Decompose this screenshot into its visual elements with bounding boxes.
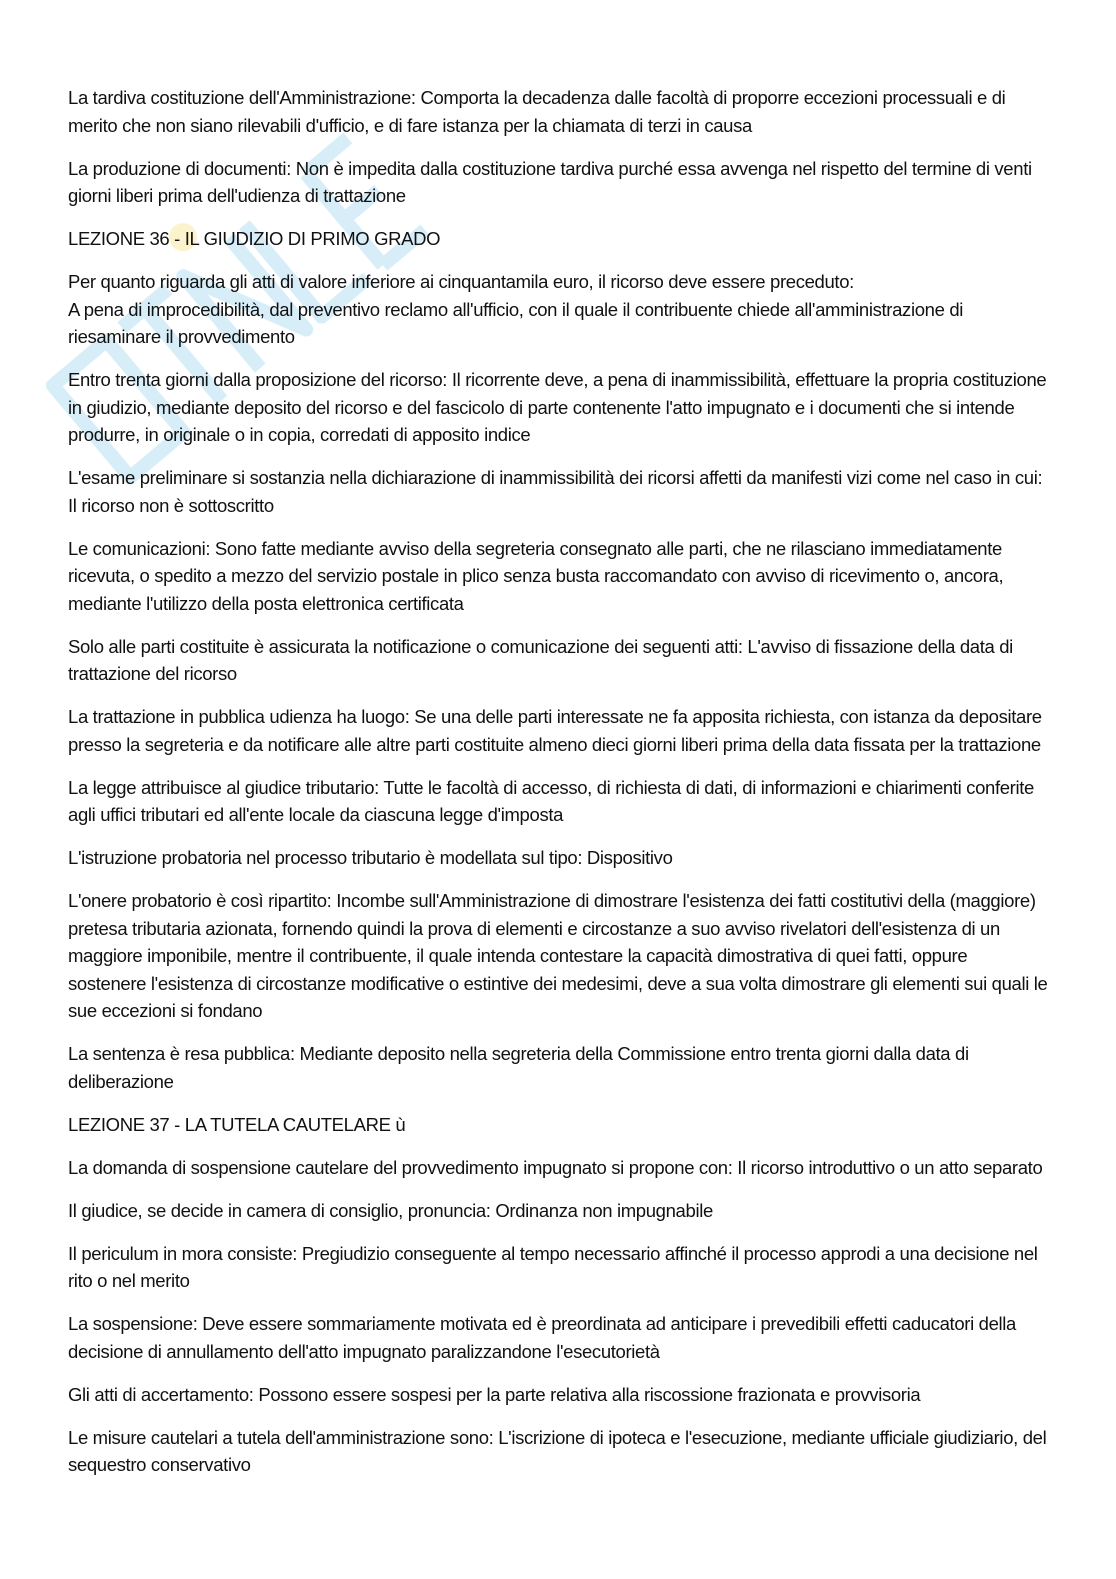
text-paragraph: La domanda di sospensione cautelare del provvedimento impugnato si propone con: Il ricorso introduttivo o un atto separato [68, 1156, 1043, 1178]
document-body [68, 84, 1050, 1494]
text-paragraph: La trattazione in pubblica udienza ha luogo: Se una delle parti interessate ne fa apposita richiesta, con istanza da depositare presso la segreteria e da notificare alle altre parti costituite almeno dieci giorni liberi prima della data fissata per la trattazione [68, 706, 1042, 755]
lesson-heading: LEZIONE 36 - IL GIUDIZIO DI PRIMO GRADO [68, 228, 441, 249]
text-paragraph: La sospensione: Deve essere sommariamente motivata ed è preordinata ad anticipare i prevedibili effetti caducatori della decisione di annullamento dell'atto impugnato paralizzandone l'esecutorietà [68, 1313, 1016, 1362]
text-paragraph: Le comunicazioni: Sono fatte mediante avviso della segreteria consegnato alle parti, che ne rilasciano immediatamente ricevuta, o spedito a mezzo del servizio postale in plico senza busta raccomandato con avviso di ricevimento o, ancora, mediante l'utilizzo della posta elettronica certificata [68, 537, 1004, 614]
text-paragraph: Il giudice, se decide in camera di consiglio, pronuncia: Ordinanza non impugnabile [68, 1199, 713, 1221]
text-paragraph: La sentenza è resa pubblica: Mediante deposito nella segreteria della Commissione entro trenta giorni dalla data di deliberazione [68, 1043, 969, 1092]
text-paragraph: La legge attribuisce al giudice tributario: Tutte le facoltà di accesso, di richiesta di dati, di informazioni e chiarimenti conferite agli uffici tributari ed all'ente locale da ciascuna legge d'imposta [68, 776, 1034, 825]
text-paragraph: La produzione di documenti: Non è impedita dalla costituzione tardiva purché essa avvenga nel rispetto del termine di venti giorni liberi prima dell'udienza di trattazione [68, 157, 1032, 206]
text-paragraph: Per quanto riguarda gli atti di valore inferiore ai cinquantamila euro, il ricorso deve essere preceduto: A pena di improcedibilità, dal preventivo reclamo all'ufficio, con il quale il contribuente chiede all'amministrazione di riesaminare il provvedimento [68, 271, 964, 347]
text-paragraph: Le misure cautelari a tutela dell'amministrazione sono: L'iscrizione di ipoteca e l'esecuzione, mediante ufficiale giudiziario, del sequestro conservativo [68, 1426, 1047, 1475]
text-paragraph: Gli atti di accertamento: Possono essere sospesi per la parte relativa alla riscossione frazionata e provvisoria [68, 1383, 921, 1405]
text-paragraph: Entro trenta giorni dalla proposizione del ricorso: Il ricorrente deve, a pena di inammissibilità, effettuare la propria costituzione in giudizio, mediante deposito del ricorso e del fascicolo di parte contenente l'atto impugnato e i documenti che si intende produrre, in originale o in copia, corredati di apposito indice [68, 369, 1047, 445]
text-paragraph: Solo alle parti costituite è assicurata la notificazione o comunicazione dei seguenti atti: L'avviso di fissazione della data di trattazione del ricorso [68, 635, 1013, 684]
text-paragraph: Il periculum in mora consiste: Pregiudizio conseguente al tempo necessario affinché il processo approdi a una decisione nel rito o nel merito [68, 1242, 1038, 1291]
text-paragraph: L'onere probatorio è così ripartito: Incombe sull'Amministrazione di dimostrare l'esistenza dei fatti costitutivi della (maggiore) pretesa tributaria azionata, fornendo quindi la prova di elementi e circostanze a suo avviso rivelatori dell'esistenza di un maggiore imponibile, mentre il contribuente, il quale intenda contestare la capacità dimostrativa di quei fatti, oppure sostenere l'esistenza di circostanze modificative o estintive dei medesimi, deve a sua volta dimostrare gli elementi sui quali le sue eccezioni si fondano [68, 890, 1048, 1021]
text-paragraph: L'esame preliminare si sostanzia nella dichiarazione di inammissibilità dei ricorsi affetti da manifesti vizi come nel caso in cui: Il ricorso non è sottoscritto [68, 467, 1043, 516]
text-paragraph: L'istruzione probatoria nel processo tributario è modellata sul tipo: Dispositivo [68, 847, 673, 868]
text-paragraph: La tardiva costituzione dell'Amministrazione: Comporta la decadenza dalle facoltà di proporre eccezioni processuali e di merito che non siano rilevabili d'ufficio, e di fare istanza per la chiamata di terzi in causa [68, 87, 1006, 136]
lesson-heading: LEZIONE 37 - LA TUTELA CAUTELARE ù [68, 1113, 406, 1135]
